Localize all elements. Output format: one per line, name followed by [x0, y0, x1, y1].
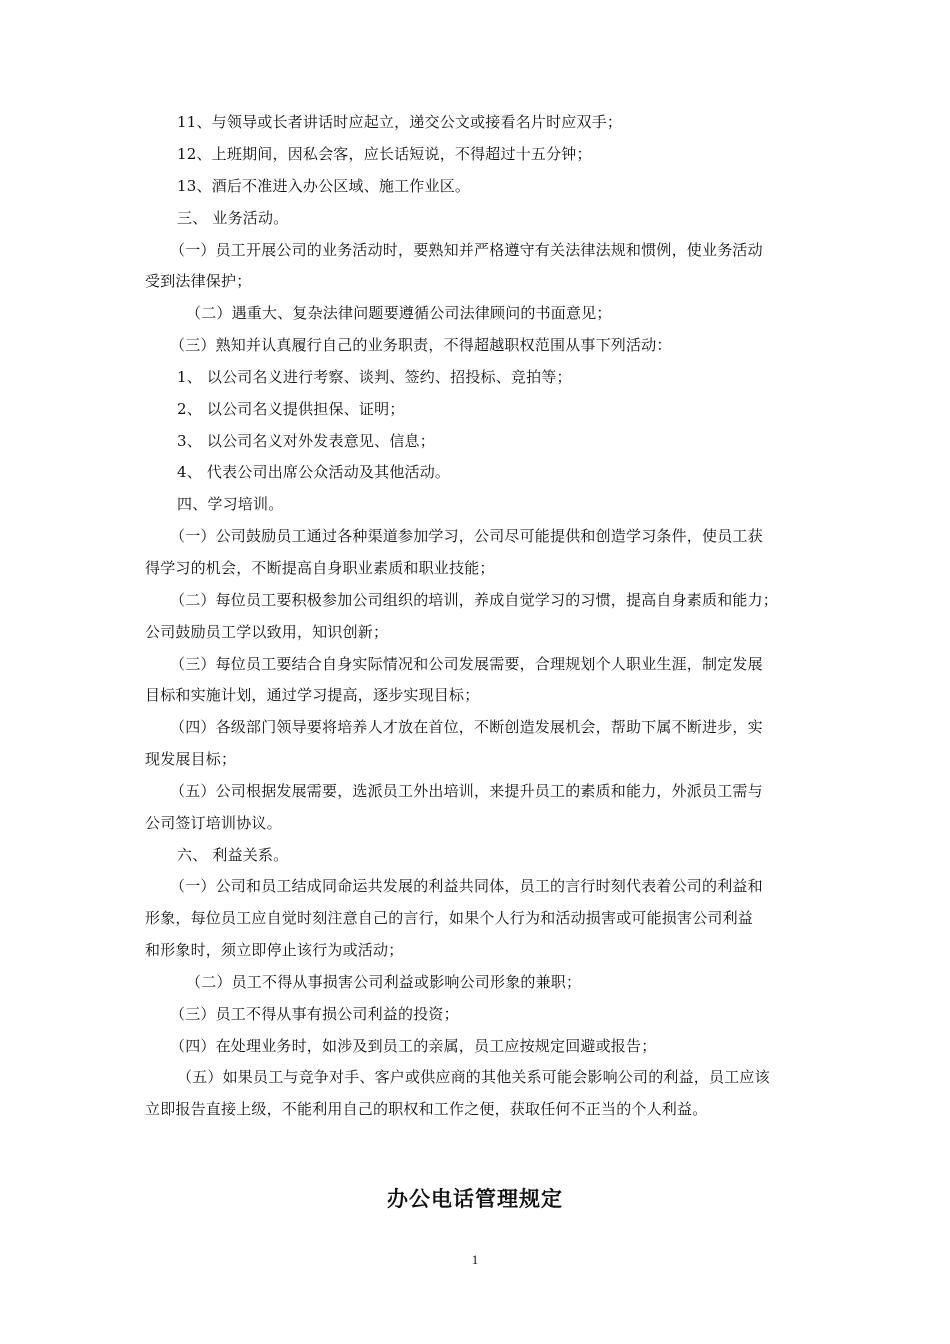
section-title: 办公电话管理规定 — [387, 1187, 563, 1211]
text-line: 得学习的机会，不断提高自身职业素质和职业技能； — [145, 559, 495, 577]
text-line: 12、上班期间，因私会客，应长话短说，不得超过十五分钟； — [177, 145, 592, 163]
text-line: （一）员工开展公司的业务活动时，要熟知并严格遵守有关法律法规和惯例，使业务活动 — [170, 241, 763, 259]
text-line: 目标和实施计划，通过学习提高，逐步实现目标； — [145, 686, 480, 704]
text-line: 受到法律保护； — [145, 272, 252, 290]
text-line: 和形象时，须立即停止该行为或活动； — [145, 941, 404, 959]
text-line: 立即报告直接上级，不能利用自己的职权和工作之便，获取任何不正当的个人利益。 — [145, 1100, 708, 1118]
text-line: （四）各级部门领导要将培养人才放在首位，不断创造发展机会，帮助下属不断进步，实 — [170, 718, 763, 736]
list-item: 3、 以公司名义对外发表意见、信息； — [177, 432, 435, 450]
text-line: （三）员工不得从事有损公司利益的投资； — [170, 1005, 459, 1023]
list-item: 2、 以公司名义提供担保、证明； — [177, 400, 405, 418]
list-item: 4、 代表公司出席公众活动及其他活动。 — [177, 463, 451, 481]
text-line: 11、与领导或长者讲话时应起立，递交公文或接看名片时应双手； — [177, 113, 623, 131]
section-heading: 六、 利益关系。 — [177, 846, 289, 864]
text-line: （二）每位员工要积极参加公司组织的培训，养成自觉学习的习惯，提高自身素质和能力； — [170, 591, 779, 609]
text-line: （一）公司鼓励员工通过各种渠道参加学习，公司尽可能提供和创造学习条件，使员工获 — [170, 527, 763, 545]
text-line: （四）在处理业务时，如涉及到员工的亲属，员工应按规定回避或报告； — [170, 1037, 657, 1055]
text-line: （五）如果员工与竞争对手、客户或供应商的其他关系可能会影响公司的利益，员工应该 — [177, 1068, 770, 1086]
text-line: 形象，每位员工应自觉时刻注意自己的言行，如果个人行为和活动损害或可能损害公司利益 — [145, 909, 754, 927]
text-line: （三）每位员工要结合自身实际情况和公司发展需要，合理规划个人职业生涯，制定发展 — [170, 655, 763, 673]
text-line: 13、酒后不准进入办公区域、施工作业区。 — [177, 177, 471, 195]
text-line: （三）熟知并认真履行自己的业务职责，不得超越职权范围从事下列活动： — [170, 336, 672, 354]
text-line: 公司鼓励员工学以致用，知识创新； — [145, 623, 389, 641]
section-heading: 四、学习培训。 — [177, 495, 284, 513]
page-number: 1 — [471, 1252, 479, 1267]
text-line: （二）员工不得从事损害公司利益或影响公司形象的兼职； — [186, 973, 582, 991]
list-item: 1、 以公司名义进行考察、谈判、签约、招投标、竞拍等； — [177, 368, 572, 386]
text-line: （一）公司和员工结成同命运共发展的利益共同体，员工的言行时刻代表着公司的利益和 — [170, 877, 763, 895]
text-line: （五）公司根据发展需要，选派员工外出培训，来提升员工的素质和能力，外派员工需与 — [170, 782, 763, 800]
text-line: （二）遇重大、复杂法律问题要遵循公司法律顾问的书面意见； — [186, 304, 612, 322]
text-line: 现发展目标； — [145, 750, 237, 768]
section-heading: 三、 业务活动。 — [177, 209, 289, 227]
text-line: 公司签订培训协议。 — [145, 814, 282, 832]
